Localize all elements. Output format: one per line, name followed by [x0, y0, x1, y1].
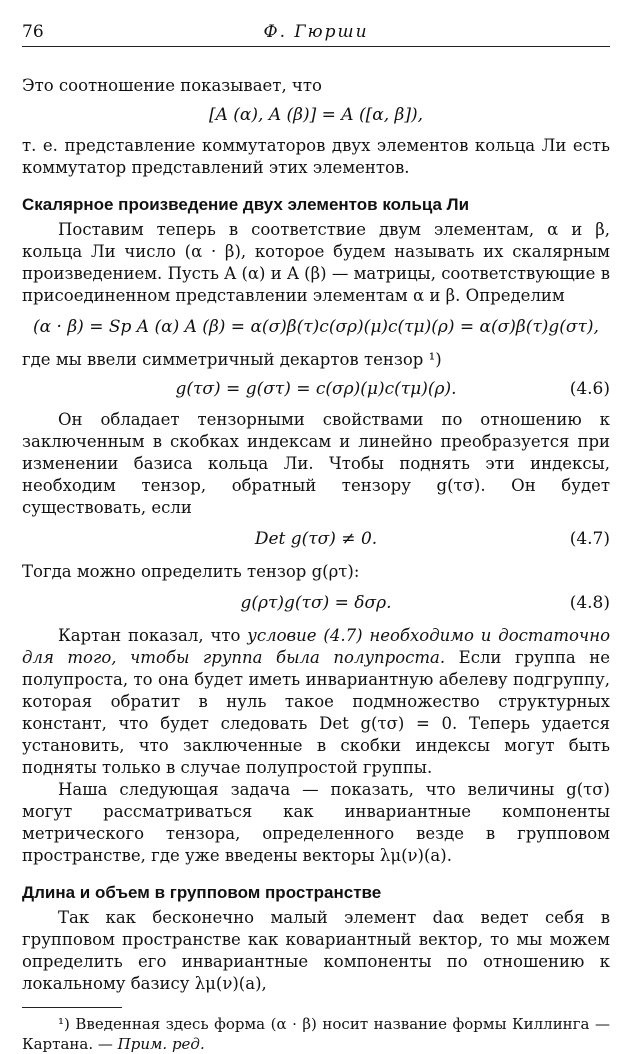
equation-4-8: [22, 591, 610, 615]
page-header: [22, 20, 610, 47]
formula: [22, 315, 610, 339]
formula-text: g(τσ) = g(στ) = c(σρ)(μ)c(τμ)(ρ).: [175, 379, 457, 399]
equation-number: (4.6): [569, 379, 610, 399]
formula: [22, 103, 610, 127]
book-page: [22, 20, 610, 1054]
section-heading: Длина и объем в групповом пространстве: [22, 883, 382, 902]
paragraph: Тогда можно определить тензор g(ρτ):: [22, 562, 360, 581]
equation-4-7: [22, 527, 610, 551]
section-heading: Скалярное произведение двух элементов кольца Ли: [22, 195, 470, 214]
paragraph: Это соотношение показывает, что: [22, 76, 322, 95]
formula-text: [A (α), A (β)] = A ([α, β]),: [208, 105, 424, 125]
paragraph: Так как бесконечно малый элемент daα ведет себя в групповом пространстве как ковариантный вектор, то мы можем определить его инвариантные компоненты по отношению к локальному базису λμ(ν)(a),: [22, 908, 610, 993]
equation-number: (4.8): [569, 593, 610, 613]
paragraph: т. е. представление коммутаторов двух элементов кольца Ли есть коммутатор представлений этих элементов.: [22, 136, 610, 177]
emphasis-text: условие (4.7) необходимо и достаточно для того, чтобы группа была полупроста.: [22, 626, 611, 667]
paragraph: [22, 625, 610, 779]
paragraph: Он обладает тензорными свойствами по отношению к заключенным в скобках индексам и линейно преобразуется при изменении базиса кольца Ли. Чтобы поднять эти индексы, необходим тензор, обратный тензору g(τσ). Он будет существовать, если: [22, 410, 610, 517]
running-head: Ф. Гюрши: [263, 22, 369, 42]
formula-text: g(ρτ)g(τσ) = δσρ.: [240, 593, 392, 613]
equation-4-6: [22, 377, 610, 401]
formula-text: (α · β) = Sp A (α) A (β) = α(σ)β(τ)c(σρ)(μ)c(τμ)(ρ) = α(σ)β(τ)g(στ),: [33, 317, 599, 337]
footnote: [22, 1014, 610, 1054]
paragraph: Наша следующая задача — показать, что величины g(τσ) могут рассматриваться как инвариантные компоненты метрического тензора, определенного везде в групповом пространстве, где уже введены векторы λμ(ν)(a).: [22, 780, 610, 865]
paragraph: где мы ввели симметричный декартов тензор ¹): [22, 350, 442, 369]
equation-number: (4.7): [569, 529, 610, 549]
text: Картан показал, что: [58, 626, 248, 645]
footnote-emphasis: Прим. ред.: [117, 1035, 205, 1053]
footnote-text: ¹) Введенная здесь форма (α · β) носит название формы Киллинга — Картана. —: [22, 1015, 610, 1053]
page-number: 76: [22, 22, 44, 42]
formula-text: Det g(τσ) ≠ 0.: [254, 529, 378, 549]
paragraph: Поставим теперь в соответствие двум элементам, α и β, кольца Ли число (α · β), которое будем называть их скалярным произведением. Пусть A (α) и A (β) — матрицы, соответствующие в присоединенном представлении элементам α и β. Определим: [22, 220, 610, 305]
footnote-divider: [22, 1007, 122, 1008]
text: Если группа не полупроста, то она будет иметь инвариантную абелеву подгруппу, которая обратит в нуль такое подмножество структурных констант, что будет следовать Det g(τσ) = 0. Теперь удается установить, что заключенные в скобки индексы могут быть подняты только в случае полупростой группы.: [22, 648, 610, 777]
